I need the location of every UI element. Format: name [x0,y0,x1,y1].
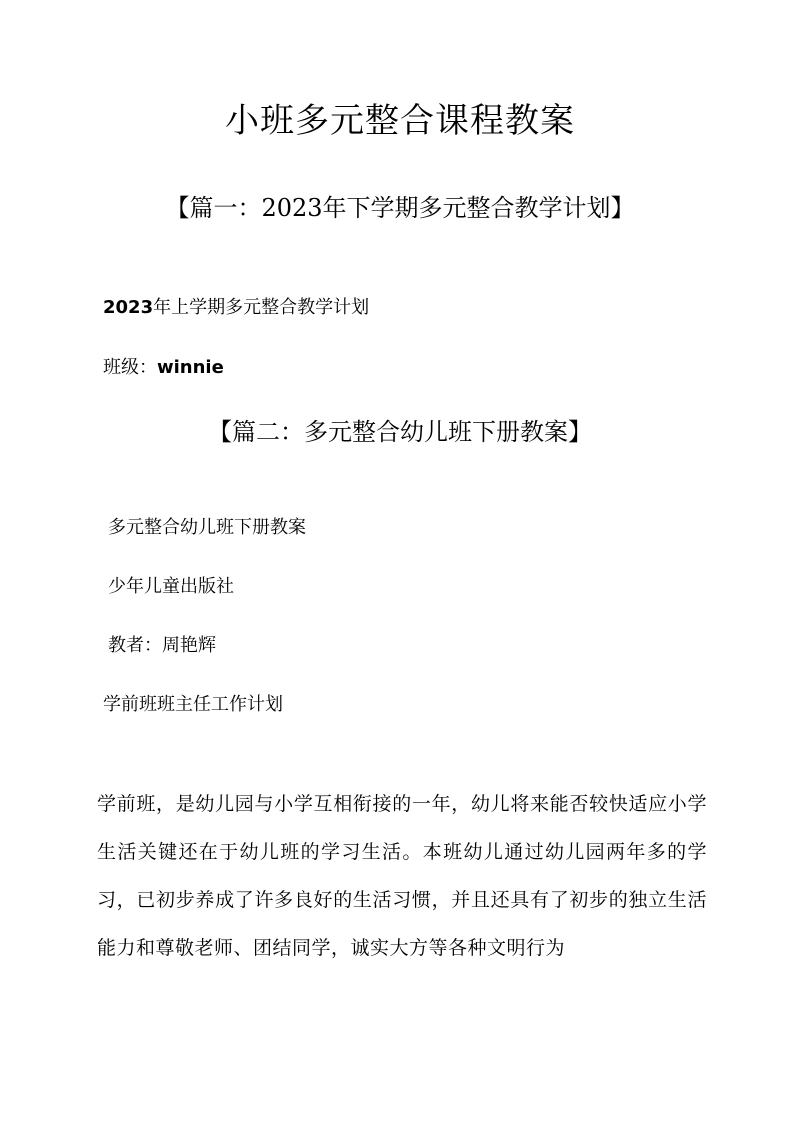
textbook-title-line: 多元整合幼儿班下册教案 [108,517,306,538]
plan-title-line [103,294,369,322]
work-plan-title-line: 学前班班主任工作计划 [103,694,283,715]
plan-title-year: 2023 [103,297,154,318]
section-1-heading: 【篇一：2023年下学期多元整合教学计划】 [165,194,635,222]
class-value: winnie [157,357,224,378]
section-2-heading: 【篇二：多元整合幼儿班下册教案】 [208,418,592,446]
document-title: 小班多元整合课程教案 [225,101,575,141]
body-paragraph: 学前班，是幼儿园与小学互相衔接的一年，幼儿将来能否较快适应小学生活关键还在于幼儿班的学习生活。本班幼儿通过幼儿园两年多的学习，已初步养成了许多良好的生活习惯，并且还具有了初步的独立生活能力和尊敬老师、团结同学，诚实大方等各种文明行为 [97,793,707,959]
publisher-line: 少年儿童出版社 [108,576,234,597]
class-line [103,354,224,382]
class-label: 班级： [103,357,157,378]
teacher-line: 教者：周艳辉 [108,635,216,656]
plan-title-text: 年上学期多元整合教学计划 [153,297,370,318]
